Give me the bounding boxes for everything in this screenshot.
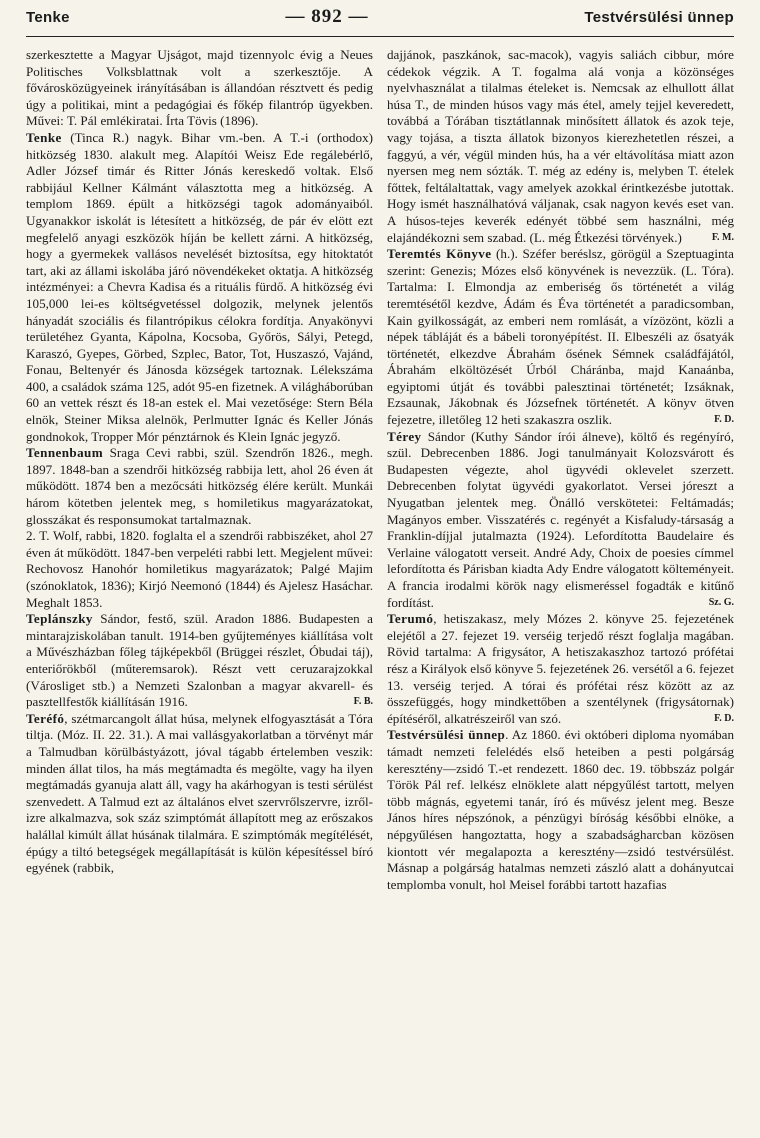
author-signature: Sz. G. [708,596,734,608]
dictionary-entry [26,528,373,611]
entry-text: , szétmarcangolt állat húsa, melynek elfogyasztását a Tóra tiltja. (Móz. II. 22. 31.). A mai vallásgyakorlatban a törvényt már a Talmudban körülbástyázott, jóval tágabb értelemben veszik: minden állat tilos, ha más megtámadta és megölte, vagy ha ilyen megtámadás gyanuja alatt áll, vagy ha akárhogyan is testi sérülést szenvedett. A Talmud ezt az általános elvet szervrőlszervre, izről-izre alkalmazva, sok száz szimptómát állapított meg az erőszakos halállal kimúlt állat húsának tilalmára. E szimptómák megítélését, épúgy a tiltó betegségek megállapítását is külön képesítéssel bíró egyének (rabbik, [26,710,373,876]
dictionary-entry [26,611,373,711]
dictionary-entry [387,47,734,246]
entry-text: , hetiszakasz, mely Mózes 2. könyve 25. fejezetének elejétől a 27. fejezet 19. verséig terjedő részt foglalja magában. Rövid tartalma: A frigysátor, A hetiszakaszhoz tartozó prófétai rész a Királyok első könyve 5. fejezetének 26. versétől a 6. fejezet 13. verséig terjed. A tórai és prófétai rész között az az összefüggés, hogy mindkettőben a szentélynek (frigysátornak) építéséről, alkatrészeiről van szó. [387,611,734,726]
entry-text: dajjánok, paszkánok, sac-macok), vagyis saliách cibbur, móre cédekok végzik. A T. fogalma alá vonja a közönséges nyelvhasználat a tilalmas ételeket is. Nemcsak az elhullott állat húsa T., de minden húsos vagy más étel, amely tejjel keveredett, továbbá a Tórában tisztátlannak minősített állatok és azok teje, vagy tojása, a tiszta állatok bizonyos kierezhetetlen részei, a faggyú, a vér, végül minden hús, ha a vér eltávolítása miatt azon nyersen meg nem sózták. T. még az edény is, melyben T. ételek főttek, feltálaltattak, vagy amelyek azokkal érintkezésbe jutottak. Hogy ismét használhatóvá váljanak, csak nagyon kevés eset van. A húsos-tejes keverék edényét többé sem használni, még elajándékozni sem szabad. (L. még Étkezési törvények.) [387,47,734,245]
running-header [26,6,734,37]
dictionary-entry [387,429,734,612]
author-signature: F. D. [714,712,734,724]
entry-headword: Testvérsülési ünnep [387,727,506,743]
dictionary-entry [26,711,373,877]
entry-text: 2. T. Wolf, rabbi, 1820. foglalta el a szendrői rabbiszéket, ahol 27 éven át működött. 1847-ben verpeléti rabbi lett. Megjelent művei: Rechovosz Hanohór homiletikus magyarázatok; Palgé Majim (szónoklatok, 1836); Kirjó Neemonó (1844) és Ajelesz Hasáchar. Meghalt 1853. [26,528,373,610]
entry-text: Sándor, festő, szül. Aradon 1886. Budapesten a mintarajziskolában tanult. 1914-ben gyűjteményes kiállítása volt a Művészházban főleg tájképekből (Brüggei részlet, Óbudai táj), enteriőrökből (műteremsarok). Részt vett ceruzarajzokkal (Városliget stb.) a Nemzeti Szalonban a magyar akvarell- és pasztellfestők kiállításán 1916. [26,611,373,710]
entry-headword: Tennenbaum [26,445,104,461]
entry-text: Sraga Cevi rabbi, szül. Szendrőn 1826., megh. 1897. 1848-ban a szendrői hitközség rabbija lett, ahol 26 éven át működött. 1874 ben a mezőcsáti hitközség élére került. Munkái három kötetben jelentek meg, s homiletikus magyarázatokat, glosszákat és responsumokat tartalmaznak. [26,445,373,527]
entry-text: . Az 1860. évi októberi diploma nyomában támadt nemzeti felelédés első heteiben a pesti polgárság keresztény—zsidó T.-et rendezett. 1860 dec. 19. többszáz polgár Török Pál ref. lelkész elnöklete alatt népgyűlést tartott, melyen több mágnás, egyetemi tanár, író és művész jelent meg. Besze János híres népszónok, a pénzügyi bíróság későbbi elnöke, a népgyűlésen hangoztatta, hogy a szabadságharcban közösen kiontott vér megalapozta a keresztény—zsidó testvérsülést. Másnap a polgárság hatalmas nemzeti zászló alatt a dohányutcai templomba vonult, hol Meisel forábbi tartott hazafias [387,727,734,892]
entry-headword: Térey [387,428,422,444]
left-column [26,47,373,893]
dictionary-entry [387,611,734,727]
page-number: — 892 — [285,6,369,27]
entry-headword: Tenke [26,129,62,145]
entry-text: szerkesztette a Magyar Ujságot, majd tizennyolc évig a Neues Politisches Volksblattnak volt a szerkesztője. A fővárosközügyeinek irányításában is állandóan résztvett és pedig úgy a politikai, mint a pedagógiai és főkép filantróp ügyekben. Művei: T. Pál emlékiratai. Írta Tövis (1896). [26,47,373,129]
header-left-keyword: Tenke [26,9,70,26]
dictionary-entry [387,246,734,429]
text-columns [26,47,734,893]
entry-headword: Teplánszky [26,611,93,627]
entry-headword: Teréfó [26,710,65,726]
entry-headword: Teremtés Könyve [387,246,492,262]
dictionary-entry [26,47,373,130]
entry-text: (h.). Széfer beréslsz, görögül a Szeptuaginta szerint: Genezis; Mózes első könyvének is nevezzük. (L. Tóra). Tartalma: I. Elmondja az emberiség ős történetét a világ teremtésétől kezdve, Ádám és Éva történetét a paradicsomban, Kain gyilkosságát, az emberi nem romlását, a vízözönt, közli a népek tábláját és a bábeli toronyépítést. II. Elbeszéli az ősatyák történetét, elkezdve Ábrahám ősének Sémnek családfájától, Ábrahám elköltözését Úrból Cháránba, majd Kanaánba, egyiptomi útját és további palesztinai történetét; Izsáknak, Ezsaunak, Jákobnak és Józsefnek történetét. A könyv ötven fejezetre, illetőleg 12 heti szakaszra oszlik. [387,246,734,428]
author-signature: F. B. [353,696,373,708]
entry-text: Sándor (Kuthy Sándor írói álneve), költő és regényíró, szül. Debrecenben 1886. Jogi tanulmányait Kolozsvárott és Budapesten végezte, ahol ügyvédi oklevelet szerzett. Debrecenben folytat ügyvédi gyakorlatot. Versei jóreszt a Nyugatban jelentek meg. Önálló verskötetei: Feltámadás; Magányos ember. Visszatérés c. regényét a Kisfaludy-társaság a Franklin-díjjal jutalmazta (1924). Lefordította Baudelaire és Verlaine válogatott verseit. André Ady, Choix de poesies címmel lefordította és Párisban kiadta Ady Endre válogatott költeményeit. A francia irodalmi körök nagy elismeréssel fogadták e kitűnő fordítást. [387,428,734,610]
author-signature: F. D. [714,414,734,426]
dictionary-entry [26,130,373,445]
entry-headword: Terumó [387,611,434,627]
entry-text: (Tinca R.) nagyk. Bihar vm.-ben. A T.-i (orthodox) hitközség 1830. alakult meg. Alapítói Weisz Ede regálebérlő, Adler József timár és Ritter Jónás kereskedő voltak. Első rabbijául Kellner Kálmánt választotta meg a hitközség. A templom 1869. épült a hitközségi tagok adományaiból. Ugyanakkor iskolát is létesített a hitközség, de pár év elött ezt megfelelő anyagi eszközök híján be kellett zárni. A hitközség, hogy a gyermekek vallásos nevelését biztosítsa, egy hitoktatót tart, aki az állami iskolába járó növendékeket oktatja. A hitközség intézményei: a Chevra Kadisa és a rituális fürdő. A hitközség évi 105,000 lei-es költségvetéssel dolgozik, melynek jelentős hányadát szociális és filantrópikus célokra fordítja. Anyakönyvi területéhez Gyanta, Kápolna, Kocsoba, Győrös, Sályi, Petegd, Karaszó, Gyepes, Görbed, Szplec, Bator, Tot, Huszaszó, Vajánd, Fonau, Beltenyér és Jánosda községek tartoznak. Lélekszáma 400, a családok száma 125, adót 95-en fizetnek. A világháborúban 60 an vettek részt és 18-an estek el. Mai vezetősége: Stern Béla elnök, Steiner Miksa alelnök, Perlmutter Ignác és Keller Jónás gondnokok, Tropper Mór pénztárnok és Klein Ignác jegyző. [26,129,373,444]
right-column [387,47,734,893]
dictionary-entry [387,727,734,893]
dictionary-entry [26,445,373,528]
author-signature: F. M. [711,231,734,243]
header-right-keyword: Testvérsülési ünnep [584,9,734,26]
